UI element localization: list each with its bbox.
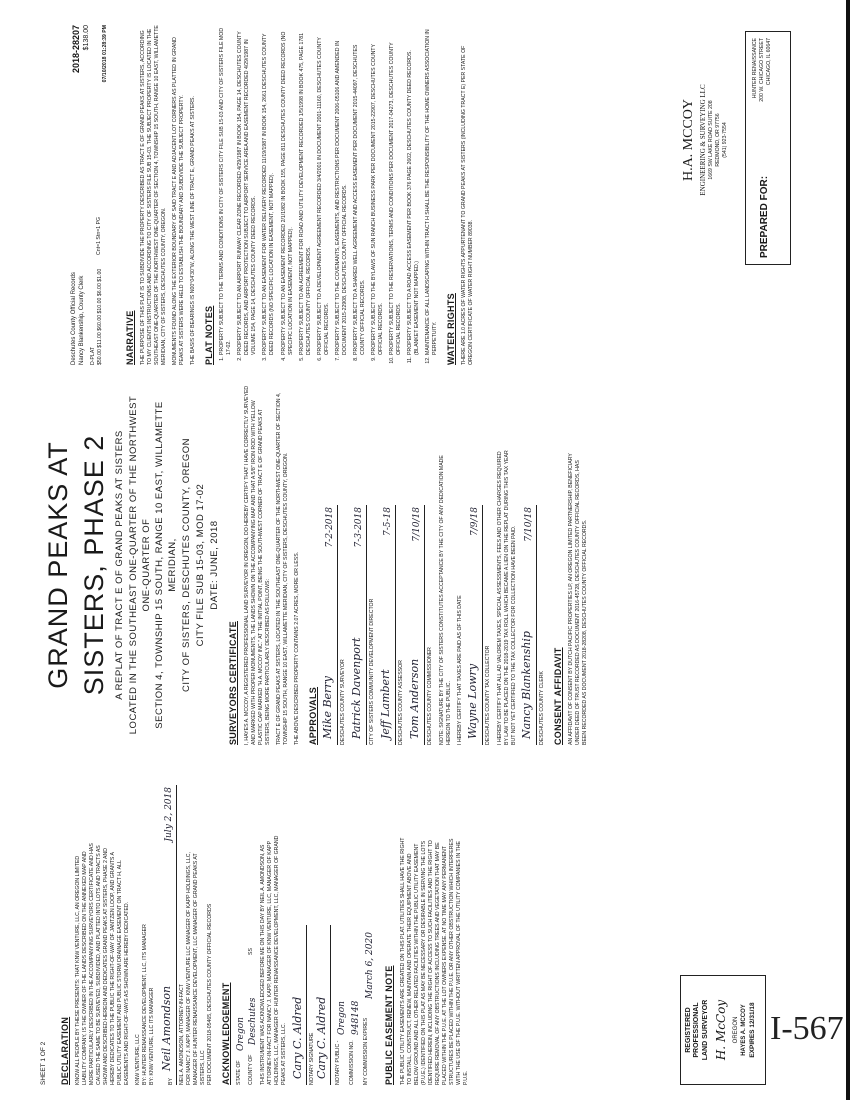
surveyor-text-2: TRACT E OF GRAND PEAKS AT SISTERS, LOCATED IN THE SOUTHEAST ONE-QUARTER OF THE NORTHWEST ONE-QUARTER OF SECTION 4, TOWNSHIP 15 SOUTH, RANGE 10 EAST, WILLAMETTE MERIDIAN, CITY OF SISTERS, DESCHUTES COUNTY, OREGON.	[275, 392, 289, 745]
list-item: 2. PROPERTY SUBJECT TO AN AIRPORT RUNWAY CLEAR ZONE RECORDED 4/29/1987 IN BOOK 154, PAGE 14, DESCHUTES COUNTY DEED RECORDS, AND AIRPORT PROTECTION SUBJECT TO AIRPORT SERVICE AREA AND EASEMENT RECORDED 4/29/1987 IN VOLUME 154, PAGE 14, DESCHUTES COUNTY DEED RECORDS.	[237, 25, 258, 355]
firm-name: H.A. MCCOY	[681, 98, 696, 182]
firm-tagline: ENGINEERING & SURVEYING LLC	[698, 84, 707, 196]
title-sub-6: DATE: JUNE, 2018	[208, 520, 220, 610]
approval-date: 7-3-2018	[353, 507, 364, 548]
ad-valorem-text: I HEREBY CERTIFY THAT ALL AD VALOREM TAXES, SPECIAL ASSESSMENTS, FEES AND OTHER CHARGES REQUIRED BY LAW TO BE PLACED ON THE 2018-2019 TAX ROLL WHICH BECAME A LIEN ON THE REPLAT DURING THIS TAX YEAR BUT NOT YET CERTIFIED TO THE TAX COLLECTOR FOR COLLECTION HAVE BEEN PAID.	[496, 450, 517, 745]
narrative-text-3: THE BASIS OF BEARINGS IS N00°04'30"W, ALONG THE WEST LINE OF TRACT E, GRAND PEAKS AT SISTERS.	[190, 96, 197, 365]
declaration-text: KNOW ALL PEOPLE BY THESE PRESENTS: THAT KNW VENTURE, LLC, AN OREGON LIMITED LIABILITY COMPANY, IS THE OWNER OF THE LANDS DESCRIBED ON THE ANNEXED MAP AND MORE PARTICULARLY DESCRIBED IN THE ACCOMPANYING SURVEYORS CERTIFICATE AND HAS CAUSED THE SAME TO BE SURVEYED, SUBDIVIDED, AND PLATTED INTO LOTS AND TRACTS AS SHOWN AND DESCRIBED HEREON AND DEDICATES GRAND PEAKS AT SISTERS, PHASE 2 AND HEREBY DEDICATES TO THE PUBLIC THE RIGHT-OF-WAY OF JANTZEN LOOP, AND GRANTS A PUBLIC UTILITY EASEMENT AND PUBLIC STORM DRAINAGE EASEMENT ON TRACT H, ALL EASEMENTS AND RIGHT-OF-WAYS AS SHOWN ARE HEREBY DEDICATED.	[74, 843, 131, 1085]
firm-block	[680, 35, 729, 245]
prepared-for-address	[752, 38, 773, 102]
state-label: STATE OF	[236, 1060, 243, 1085]
notary-name: Cary C. Aldred	[314, 996, 328, 1079]
recording-line-1: Deschutes County Official Records	[71, 272, 77, 365]
declaration-owner-1: KNW VENTURE, LLC	[135, 1034, 142, 1085]
left-column	[40, 755, 756, 1085]
acknowledgement-text: THIS INSTRUMENT WAS ACKNOWLEDGED BEFORE ME ON THIS DAY BY NEIL A. AMONDSON, AS ATTORNEY-IN-FACT FOR NANCY J. KAPP, MANAGER OF KNW VENTURE, LLC, MANAGER OF KAPP HOLDINGS, LLC, MANAGER OF HUNTER RENAISSANCE DEVELOPMENT, LLC, MANAGER OF GRAND PEAKS AT SISTERS, LLC.	[260, 835, 288, 1085]
list-item: 1. PROPERTY SUBJECT TO THE TERMS AND CONDITIONS IN CITY OF SISTERS CITY FILE SUB 15-03 AND CITY OF SISTERS FILE MOD 17-02.	[219, 25, 233, 355]
narrative-text-1: THE PURPOSE OF THIS PLAT IS TO SUBDIVIDE THE PROPERTY DESCRIBED AS TRACT E OF GRAND PEAKS AT SISTERS, ACCORDING TO MY CLIENTS INSTRUCTIONS AND ACCORDING TO CITY OF SISTERS FILE SUB 15-03. THE SUBJECT PROPERTY IS LOCATED IN THE SOUTHEAST ONE-QUARTER OF THE NORTHWEST ONE-QUARTER OF SECTION 4, TOWNSHIP 15 SOUTH, RANGE 10 EAST, WILLAMETTE MERIDIAN, CITY OF SISTERS, DESCHUTES COUNTY, OREGON.	[140, 25, 168, 365]
firm-address-1: 1669 SW LAKE ROAD SUITE 208	[708, 100, 715, 180]
approval-role: CITY OF SISTERS COMMUNITY DEVELOPMENT DIRECTOR	[368, 598, 375, 745]
list-item: 12. MAINTENANCE OF ALL LANDSCAPING WITHIN TRACT H SHALL BE THE RESPONSIBILITY OF THE HOME OWNERS ASSOCIATION IN PERPETUITY.	[425, 25, 439, 355]
commission-value: 948148	[351, 1000, 362, 1035]
approval-date: 7/10/18	[411, 507, 422, 542]
sheet-label: SHEET 1 OF 2	[40, 1041, 47, 1085]
seal-name: HAYES A. MCCOY	[741, 1004, 748, 1056]
commission-expires-label: MY COMMISSION EXPIRES	[363, 1017, 370, 1085]
recording-number: 2018-28207	[71, 25, 81, 74]
easement-text: THE PUBLIC UTILITY EASEMENTS ARE CREATED ON THIS PLAT. UTILITIES SHALL HAVE THE RIGHT TO INSTALL, CONSTRUCT, RENEW, MAINTAIN AND OPERATE THEIR EQUIPMENT ABOVE AND BELOW GROUND AND ALL OTHER RELATED FACILITIES WITHIN THE PUBLIC UTILITY EASEMENT (P.U.E.) IDENTIFIED ON THIS PLAT AS MAY BE NECESSARY OR DESIRABLE IN SERVING THE LOTS IDENTIFIED HEREIN, INCLUDING THE RIGHT OF ACCESS TO SUCH FACILITIES AND THE RIGHT TO REQUIRE REMOVAL OF ANY OBSTRUCTIONS INCLUDING TREES AND VEGETATION THAT MAY BE PLACED WITHIN THE P.U.E. AT THE LOT OWNERS EXPENSE. AT NO TIME MAY ANY PERMANENT STRUCTURES BE PLACED WITHIN THE P.U.E. OR ANY OTHER OBSTRUCTION WHICH INTERFERES WITH THE USE OF THE P.U.E. WITHOUT WRITTEN APPROVAL OF THE UTILITY COMPANIES IN THE P.U.E.	[399, 837, 469, 1085]
center-column	[40, 385, 593, 745]
tax-signature: Wayne Lowry	[466, 663, 480, 739]
list-item: 9. PROPERTY SUBJECT TO THE BYLAWS OF SUN RANCH BUSINESS PARK PER DOCUMENT 2015-22907, DESCHUTES COUNTY OFFICIAL RECORDS.	[371, 25, 385, 355]
consent-heading: CONSENT AFFIDAVIT	[552, 647, 563, 745]
water-rights-heading: WATER RIGHTS	[445, 293, 456, 365]
declaration-signature-line	[162, 785, 177, 1085]
declaration-owner-2: BY: HUNTER RENAISSANCE DEVELOPMENT, LLC, ITS MANAGER	[142, 924, 149, 1085]
state-value: Oregon	[236, 1017, 247, 1051]
prepared-line-1: HUNTER RENAISSANCE	[752, 38, 758, 99]
seal-line-3: LAND SURVEYOR	[701, 999, 709, 1061]
tax-signature-line	[468, 505, 483, 745]
approval-note-2: I HEREBY CERTIFY THAT TAXES ARE PAID AS OF THIS DATE	[456, 595, 463, 745]
prepared-for-box	[745, 31, 791, 265]
prepared-line-3: CHICAGO, IL 60647	[766, 38, 773, 86]
ss-label: SS	[248, 948, 255, 955]
approval-role: DESCHUTES COUNTY SURVEYOR	[339, 659, 346, 745]
recording-dmap: D-PLAT	[90, 346, 97, 365]
approval-signature-line	[407, 505, 425, 745]
list-item: 10. PROPERTY SUBJECT TO THE RESERVATIONS, TERMS AND CONDITIONS PER DOCUMENT 2017-04273, DESCHUTES COUNTY OFFICIAL RECORDS.	[389, 25, 403, 355]
commission-row	[349, 755, 363, 1085]
seal-signature: H. McCoy	[714, 999, 729, 1061]
plat-notes-list	[219, 25, 438, 365]
county-value: Deschutes	[248, 997, 259, 1045]
list-item: 5. PROPERTY SUBJECT TO AN AGREEMENT FOR ROAD AND UTILITY DEVELOPMENT RECORDED 1/5/1998 IN BOOK 475, PAGE 1781 DESCHUTES COUNTY OFFICIAL RECORDS.	[299, 25, 313, 355]
approval-role: DESCHUTES COUNTY COMMISSIONER	[426, 647, 433, 745]
prepared-line-2: 200 W. CHICAGO STREET	[759, 38, 766, 102]
declaration-signer-for: FOR NANCY J. KAPP, MANAGER OF KNW VENTURE LLC MANAGER OF KAPP HOLDINGS, LLC, MANAGER OF HUNTER RENAISSANCE DEVELOPMENT, LLC MANAGER OF GRAND PEAKS AT SISTERS, LLC	[186, 852, 207, 1085]
right-column	[40, 25, 773, 365]
recording-fees: $50.00 $11.00 $60.00 $10.00 $6.00 $1.00	[97, 268, 104, 365]
declaration-sign-date: July 2, 2018	[163, 787, 174, 842]
approval-signature: Mike Berry	[320, 676, 334, 739]
approval-signature-line	[349, 505, 367, 745]
commission-label: COMMISSION NO.	[349, 1040, 356, 1085]
prepared-for-label: PREPARED FOR:	[759, 175, 770, 258]
declaration-signature: Neil Amondson	[160, 985, 174, 1071]
list-item: 7. PROPERTY SUBJECT TO THE COVENANTS, EASEMENTS, AND RESTRICTIONS PER DOCUMENT 2006-05106 AND AMENDED IN DOCUMENT 2015-22908, DESCHUTES COUNTY OFFICIAL RECORDS.	[335, 25, 349, 355]
notary-public-value: Oregon	[337, 1001, 348, 1035]
approval-signature: Tom Anderson	[407, 658, 421, 739]
firm-address-2: REDMOND, OR 97756	[715, 113, 722, 167]
by-label: BY	[168, 1078, 175, 1085]
notary-public-label: NOTARY PUBLIC -	[335, 1040, 342, 1085]
acknowledgement-heading: ACKNOWLEDGEMENT	[221, 982, 232, 1085]
recording-fee: $138.00	[83, 25, 90, 51]
title-sub-2: LOCATED IN THE SOUTHEAST ONE-QUARTER OF THE NORTHWEST ONE-QUARTER OF	[127, 395, 152, 735]
notary-signature-label: NOTARY SIGNATURE	[309, 1032, 316, 1085]
seal-line-1: REGISTERED	[685, 1007, 692, 1053]
plat-title: GRAND PEAKS AT SISTERS, PHASE 2	[43, 434, 110, 696]
document-stamp: I-567	[770, 1010, 844, 1047]
approval-signature: Jeff Lambert	[378, 669, 392, 739]
narrative-heading: NARRATIVE	[125, 310, 135, 365]
water-rights-text: THERE ARE 1.0 ACRES OF WATER RIGHTS APPURTENANT TO GRAND PEAKS AT SISTERS (INCLUDING TRACT E) PER STATE OF OREGON CERTIFICATE OF WATER RIGHT NUMBER 89038.	[460, 45, 474, 365]
approval-signature: Patrick Davenport	[349, 637, 363, 739]
clerk-role: DESCHUTES COUNTY CLERK	[538, 671, 545, 745]
approvals-heading: APPROVALS	[307, 686, 318, 745]
declaration-heading: DECLARATION	[59, 1016, 70, 1085]
firm-phone: (541) 923-7554	[722, 122, 729, 158]
declaration-poa: PER DOCUMENT 2018-05465, DESCHUTES COUNTY OFFICIAL RECORDS	[207, 903, 214, 1085]
notary-signature-line	[292, 925, 307, 1085]
title-sub-1: A REPLAT OF TRACT E OF GRAND PEAKS AT SISTERS	[113, 430, 125, 700]
clerk-signature-line	[522, 505, 537, 745]
scan-border	[846, 0, 850, 1100]
approval-note-1: NOTE: SIGNATURE BY THE CITY OF SISTERS CONSTITUTES ACCEPTANCE BY THE CITY OF ANY DEDICATION MADE HEREON TO THE PUBLIC.	[438, 455, 452, 745]
title-sub-5: CITY FILE SUB 15-03, MOD 17-02	[194, 483, 206, 647]
easement-heading: PUBLIC EASEMENT NOTE	[384, 965, 395, 1085]
surveyor-seal	[680, 975, 766, 1085]
list-item: 11. PROPERTY SUBJECT TO A ROAD ACCESS EASEMENT PER BOOK 376 PAGE 2602, DESCHUTES COUNTY DEED RECORDS. (BLANKET EASEMENT NOT MAPPED.)	[407, 25, 421, 355]
seal-expires: EXPIRES 12/31/18	[748, 1002, 756, 1058]
clerk-signature: Nancy Blankenship	[520, 631, 534, 739]
narrative-text-2: MONUMENTS FOUND ALONG THE EXTERIOR BOUNDARY OF SAID TRACT E AND ADJACENT LOT CORNERS AS PLATTED IN GRAND PEAKS AT SISTERS WERE HELD TO ESTABLISH THE BOUNDARY AND SUBDIVIDE THE SUBJECT PROPERTY.	[172, 37, 186, 365]
list-item: 4. PROPERTY SUBJECT TO AN EASEMENT RECORDED 2/1/1982 IN BOOK 155, PAGE 811 DESCHUTES COUNTY DEED RECORDS (NO SPECIFIC LOCATION IN EASEMENT, NOT MAPPED).	[281, 25, 295, 355]
county-label: COUNTY OF	[248, 1054, 255, 1085]
plat-notes-heading: PLAT NOTES	[204, 305, 215, 365]
recording-count: Cnt=1 Stn=1 PG	[96, 216, 102, 255]
surveyor-heading: SURVEYORS CERTIFICATE	[228, 621, 239, 745]
list-item: 8. PROPERTY SUBJECT TO A SHARED WELL AGREEMENT AND ACCESS EASEMENT PER DOCUMENT 2015-44097, DESCHUTES COUNTY OFFICIAL RECORDS.	[353, 25, 367, 355]
approval-signature-line	[378, 505, 396, 745]
seal-line-2: PROFESSIONAL	[693, 1002, 701, 1058]
notary-name-line	[316, 925, 331, 1085]
notary-signature: Cary C. Aldred	[290, 996, 304, 1079]
consent-text: AN AFFIDAVIT OF CONSENT BY DUTCH PACIFIC PROPERTIES LP, AN OREGON LIMITED PARTNERSHIP, BENEFICIARY UNDER DEED OF TRUST RECORDED AS DOCUMENT 2016-45728, DESCHUTES COUNTY OFFICIAL RECORDS, HAS BEEN RECORDED AS DOCUMENT 2018-28208, DESCHUTES COUNTY OFFICIAL RECORDS.	[568, 453, 589, 745]
commission-expires-value: March 6, 2020	[365, 932, 376, 999]
title-sub-4: CITY OF SISTERS, DESCHUTES COUNTY, OREGON	[180, 438, 192, 692]
approval-role: DESCHUTES COUNTY ASSESSOR	[397, 660, 404, 745]
declaration-owner-3: BY: KNW VENTURE, LLC ITS MANAGER	[149, 987, 156, 1085]
declaration-signer: NEIL A. AMONDSON, ATTORNEY-IN-FACT	[179, 984, 186, 1085]
approval-row	[320, 505, 434, 745]
tax-date: 7/9/18	[469, 507, 480, 536]
title-block	[40, 385, 221, 745]
seal-state: OREGON	[733, 1016, 740, 1044]
list-item: 3. PROPERTY SUBJECT TO AN EASEMENT FOR WATER DELIVERY RECORDED 11/19/1987 IN BOOK 154, 2661 DESCHUTES COUNTY DEED RECORDS (NO SPECIFIC LOCATION IN EASEMENT, NOT MAPPED).	[262, 25, 276, 355]
county-row	[248, 755, 260, 1085]
title-sub-3: SECTION 4, TOWNSHIP 15 SOUTH, RANGE 10 EAST, WILLAMETTE MERIDIAN,	[154, 401, 179, 729]
surveyor-text-1: I, HAYES A. MCCOY, A REGISTERED PROFESSIONAL LAND SURVEYOR IN OREGON, DO HEREBY CERTIFY THAT I HAVE CORRECTLY SURVEYED AND MARKED WITH PROPER MONUMENTS, THE LANDS SHOWN ON THE ACCOMPANYING MAP AND THAT A 5/8" IRON ROD WITH YELLOW PLASTIC CAP MARKED "H.A. MCCOY INC." AT THE INITIAL POINT, BEING THE SOUTHWEST CORNER OF TRACT E OF GRAND PEAKS AT SISTERS, BEING MORE PARTICULARLY DESCRIBED AS FOLLOWS:	[243, 385, 271, 745]
recording-block	[70, 25, 118, 365]
clerk-date: 7/10/18	[523, 507, 534, 542]
commission-expires-row	[363, 755, 377, 1085]
list-item: 6. PROPERTY SUBJECT TO A DEVELOPMENT AGREEMENT RECORDED 3/4/2001 IN DOCUMENT 2001-11160, DESCHUTES COUNTY OFFICIAL RECORDS.	[317, 25, 331, 355]
recording-time: 07/10/2018 01:28:39 PM	[102, 25, 108, 83]
tax-role: DESCHUTES COUNTY TAX COLLECTOR	[484, 645, 491, 745]
approval-date: 7-5-18	[382, 507, 393, 536]
surveyor-text-3: THE ABOVE DESCRIBED PROPERTY CONTAINS 2.07 ACRES, MORE OR LESS.	[293, 551, 300, 745]
recording-line-2: Nancy Blankenship, County Clerk	[79, 275, 86, 365]
notary-public-row	[335, 755, 349, 1085]
approval-date: 7-2-2018	[324, 507, 335, 548]
approval-signature-line	[320, 505, 338, 745]
plat-sheet	[40, 15, 800, 1085]
